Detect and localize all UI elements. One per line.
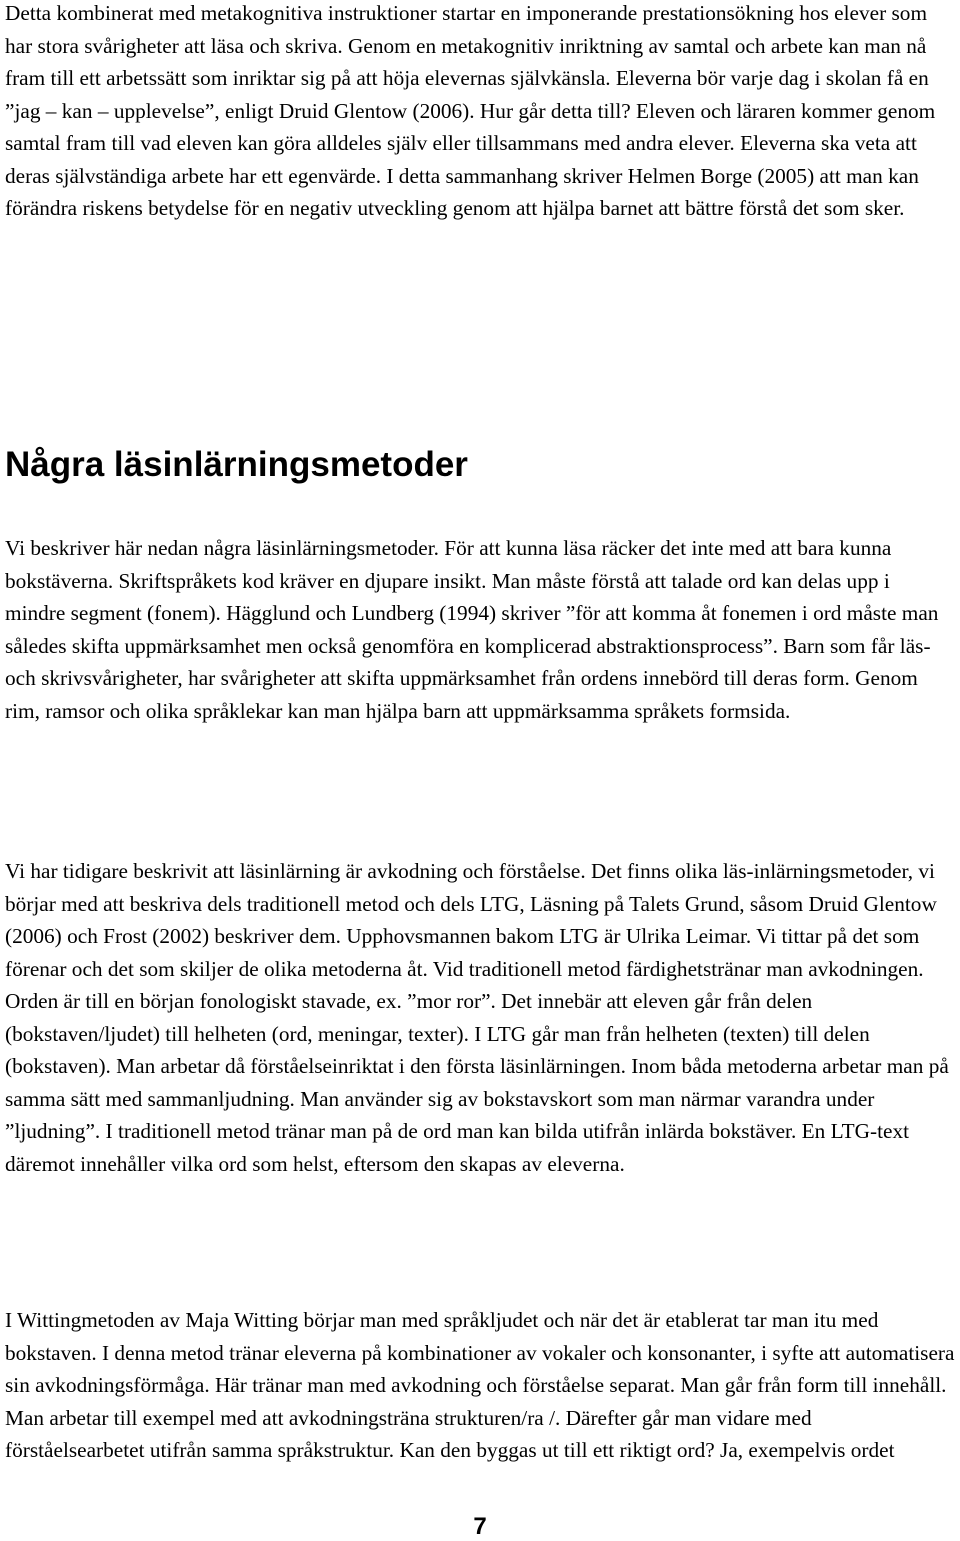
paragraph-reading-methods-intro: Vi beskriver här nedan några läsinlärningsmetoder. För att kunna läsa räcker det inte med att bara kunna bokstäverna. Skriftspråkets kod kräver en djupare insikt. Man måste förstå att talade ord kan delas upp i mindre segment (fonem). Hägglund och Lundberg (1994) skriver ”för att komma åt fonemen i ord måste man således skifta uppmärksamhet men också genomföra en komplicerad abstraktionsprocess”. Barn som får läs- och skrivsvårigheter, har svårigheter att skifta uppmärksamhet från ordens innebörd till deras form. Genom rim, ramsor och olika språklekar kan man hjälpa barn att uppmärksamma språkets formsida. — [5, 536, 939, 723]
page-number: 7 — [473, 1513, 487, 1540]
paragraph-metacognition: Detta kombinerat med metakognitiva instruktioner startar en imponerande prestationsökning hos elever som har stora svårigheter att läsa och skriva. Genom en metakognitiv inriktning av samtal och arbete kan man nå fram till ett arbetssätt som inriktar sig på att höja elevernas självkänsla. Eleverna bör varje dag i skolan få en ”jag – kan – upplevelse”, enligt Druid Glentow (2006). Hur går detta till? Eleven och läraren kommer genom samtal fram till vad eleven kan göra alldeles själv eller tillsammans med andra elever. Eleverna ska veta att deras självständiga arbete har ett egenvärde. I detta sammanhang skriver Helmen Borge (2005) att man kan förändra riskens betydelse för en negativ utveckling genom att hjälpa barnet att bättre förstå det som sker. — [5, 1, 936, 220]
paragraph-traditional-vs-ltg: Vi har tidigare beskrivit att läsinlärning är avkodning och förståelse. Det finns olika läs-inlärningsmetoder, vi börjar med att beskriva dels traditionell metod och dels LTG, Läsning på Talets Grund, såsom Druid Glentow (2006) och Frost (2002) beskriver dem. Upphovsmannen bakom LTG är Ulrika Leimar. Vi tittar på det som förenar och det som skiljer de olika metoderna åt. Vid traditionell metod färdighetstränar man avkodningen. Orden är till en början fonologiskt stavade, ex. ”mor ror”. Det innebär att eleven går från delen (bokstaven/ljudet) till helheten (ord, meningar, texter). I LTG går man från helheten (texten) till delen (bokstaven). Man arbetar då förståelseinriktat i den första läsinlärningen. Inom båda metoderna arbetar man på samma sätt med sammanljudning. Man använder sig av bokstavskort som man närmar varandra under ”ljudning”. I traditionell metod tränar man på de ord man kan bilda utifrån inlärda bokstäver. En LTG-text däremot innehåller vilka ord som helst, eftersom den skapas av eleverna. — [5, 859, 949, 1176]
section-heading: Några läsinlärningsmetoder — [5, 445, 468, 484]
paragraph-witting-method: I Wittingmetoden av Maja Witting börjar man med språkljudet och när det är etablerat tar man itu med bokstaven. I denna metod tränar eleverna på kombinationer av vokaler och konsonanter, i syfte att automatisera sin avkodningsförmåga. Här tränar man med avkodning och förståelse separat. Man går från form till innehåll. Man arbetar till exempel med att avkodningsträna strukturen/ra /. Därefter går man vidare med förståelsearbetet utifrån samma språkstruktur. Kan den byggas ut till ett riktigt ord? Ja, exempelvis ordet — [5, 1308, 955, 1462]
